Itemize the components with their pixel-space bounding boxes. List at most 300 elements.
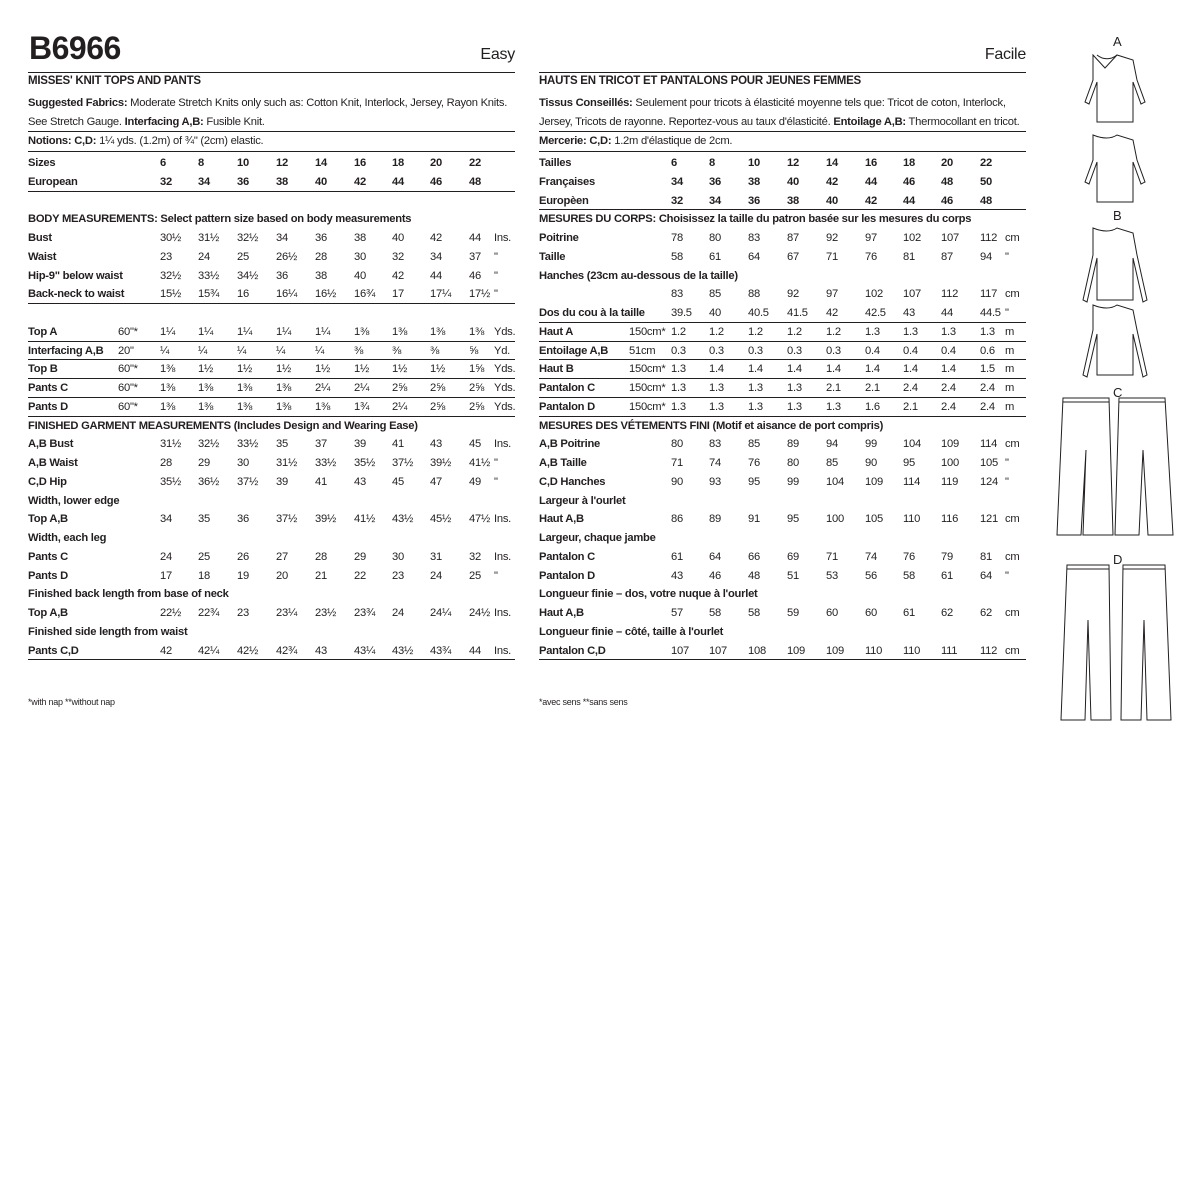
table-row	[539, 492, 1026, 511]
unit-label: "	[1005, 250, 1009, 263]
fabrics-label: Suggested Fabrics:	[28, 97, 128, 109]
size-value: 90	[865, 457, 877, 469]
row-label: Back-neck to waist	[28, 288, 125, 301]
pattern-number: B6966	[29, 30, 121, 66]
table-row	[28, 585, 515, 604]
view-letter-a: A	[1113, 34, 1122, 49]
size-value: 83	[709, 438, 721, 451]
size-value: 87	[787, 232, 799, 244]
size-value: 40	[392, 232, 404, 244]
size-value: 64	[748, 250, 760, 263]
notions	[28, 131, 515, 152]
size-value: 43¾	[430, 644, 452, 657]
size-value: 1½	[198, 363, 214, 376]
size-value: 10	[237, 157, 249, 169]
table-row	[28, 510, 515, 529]
size-value: 1.4	[903, 363, 918, 376]
table-row	[28, 192, 515, 211]
size-value: 35	[198, 513, 210, 526]
size-value: 94	[980, 250, 992, 263]
size-value: 83	[748, 232, 760, 244]
size-value: 1⅜	[160, 363, 176, 376]
pants-d-sketch	[1061, 565, 1171, 720]
size-value: 26½	[276, 250, 298, 263]
size-value: 1½	[354, 363, 370, 376]
size-value: ¼	[198, 344, 208, 357]
table-row	[28, 360, 515, 379]
size-value: 1⅜	[160, 400, 176, 413]
size-value: 76	[903, 550, 915, 563]
size-value: 1.3	[787, 382, 802, 394]
size-value: 44	[430, 269, 442, 282]
size-value: 110	[865, 644, 883, 657]
size-value: 23½	[315, 607, 337, 619]
size-value: 0.4	[903, 344, 918, 357]
unit-label: cm	[1005, 438, 1020, 451]
size-value: 23¼	[276, 607, 298, 619]
table-row	[539, 510, 1026, 529]
size-value: 14	[315, 157, 327, 169]
pants-c-sketch	[1057, 398, 1173, 535]
size-value: 48	[748, 569, 760, 582]
size-value: 39.5	[671, 307, 692, 319]
size-value: 27	[276, 550, 288, 563]
size-value: 102	[903, 232, 921, 244]
size-value: 1.4	[941, 363, 956, 376]
size-value: 61	[671, 550, 683, 563]
size-value: 48	[469, 175, 481, 188]
size-value: 71	[826, 550, 838, 563]
size-value: 0.4	[941, 344, 956, 357]
size-value: 48	[941, 175, 953, 188]
size-value: 24½	[469, 607, 491, 619]
size-value: 71	[671, 457, 683, 469]
size-value: 1⅜	[276, 382, 292, 394]
fabric-width: 60"*	[118, 382, 138, 394]
interfacing-label: Entoilage A,B:	[833, 116, 906, 128]
size-value: 88	[748, 288, 760, 301]
size-value: 32	[160, 175, 172, 188]
size-value: 0.3	[709, 344, 724, 357]
size-value: 2.1	[865, 382, 880, 394]
size-value: 95	[787, 513, 799, 526]
size-value: 36	[709, 175, 721, 188]
size-value: 36	[315, 232, 327, 244]
size-value: 1.5	[980, 363, 995, 376]
size-value: 30	[392, 550, 404, 563]
row-label: Pants C	[28, 382, 68, 394]
size-value: 0.6	[980, 344, 995, 357]
notions-label: Mercerie: C,D:	[539, 135, 612, 147]
size-value: 32½	[160, 269, 182, 282]
size-value: 49	[469, 475, 481, 488]
size-value: 33½	[315, 457, 337, 469]
size-value: 22¾	[198, 607, 220, 619]
size-value: 97	[865, 232, 877, 244]
top-b-back-sketch	[1083, 305, 1147, 377]
size-value: 25	[237, 250, 249, 263]
size-value: 62	[941, 607, 953, 619]
size-value: 95	[748, 475, 760, 488]
size-value: 91	[748, 513, 760, 526]
table-row	[539, 360, 1026, 379]
unit-label: "	[1005, 307, 1009, 319]
row-label: Largeur à l'ourlet	[539, 494, 626, 507]
size-value: 1.4	[748, 363, 763, 376]
size-value: 0.3	[826, 344, 841, 357]
size-value: 105	[865, 513, 883, 526]
size-value: 38	[354, 232, 366, 244]
size-value: 66	[748, 550, 760, 563]
size-value: 116	[941, 513, 959, 526]
unit-label: "	[494, 475, 498, 488]
size-value: 22½	[160, 607, 182, 619]
size-value: 0.3	[671, 344, 686, 357]
row-label: Finished side length from waist	[28, 625, 188, 638]
table-row	[539, 642, 1026, 661]
size-value: 85	[748, 438, 760, 451]
table-row	[28, 548, 515, 567]
size-value: 1½	[276, 363, 292, 376]
size-value: 2⅝	[430, 400, 446, 413]
size-value: 42	[354, 175, 366, 188]
size-value: 42¼	[198, 644, 220, 657]
size-value: 39	[276, 475, 288, 488]
size-value: 1⅜	[198, 382, 214, 394]
size-value: 114	[903, 475, 921, 488]
size-value: 2.1	[903, 400, 918, 413]
size-value: 25	[469, 569, 481, 582]
size-value: 6	[671, 157, 677, 169]
table-row	[28, 398, 515, 417]
unit-label: m	[1005, 400, 1015, 413]
size-value: 1.2	[787, 325, 802, 338]
size-value: 83	[671, 288, 683, 301]
size-value: 109	[787, 644, 805, 657]
size-value: 1½	[237, 363, 253, 376]
unit-label: Ins.	[494, 550, 512, 563]
size-value: 1¾	[354, 400, 370, 413]
size-value: 47	[430, 475, 442, 488]
size-value: 2⅝	[469, 382, 485, 394]
fabrics-text: Seulement pour tricots à élasticité moyenne tels que: Tricot de coton, Interlock, Jersey, Tricots de rayonne. Reportez-vous au taux d'élasticité.	[539, 97, 1006, 128]
size-value: 59	[787, 607, 799, 619]
unit-label: Ins.	[494, 513, 512, 526]
size-value: 40.5	[748, 307, 769, 319]
section-heading	[28, 210, 515, 229]
measurement-table	[539, 154, 1026, 660]
size-value: 17¼	[430, 288, 452, 301]
row-label: Haut A,B	[539, 513, 584, 526]
size-value: 42	[826, 307, 838, 319]
size-value: 16	[354, 157, 366, 169]
size-value: 90	[671, 475, 683, 488]
table-row	[539, 529, 1026, 548]
row-label: Pantalon D	[539, 400, 595, 413]
row-label: Europèen	[539, 194, 589, 207]
size-value: 112	[980, 232, 998, 244]
size-value: 0.3	[748, 344, 763, 357]
size-value: 56	[865, 569, 877, 582]
size-value: 44	[469, 644, 481, 657]
table-row	[28, 248, 515, 267]
size-value: 1.3	[671, 363, 686, 376]
unit-label: m	[1005, 363, 1015, 376]
size-value: 87	[941, 250, 953, 263]
table-row	[28, 454, 515, 473]
size-value: 44	[941, 307, 953, 319]
table-row	[539, 285, 1026, 304]
size-value: 33½	[198, 269, 220, 282]
size-value: ¼	[237, 344, 247, 357]
notions-label: Notions: C,D:	[28, 135, 97, 147]
size-value: 81	[980, 550, 992, 563]
size-value: 31½	[198, 232, 220, 244]
row-label: Haut A,B	[539, 607, 584, 619]
unit-label: cm	[1005, 232, 1020, 244]
size-value: 80	[787, 457, 799, 469]
size-value: 2¼	[354, 382, 370, 394]
notions	[539, 131, 1026, 152]
table-row	[28, 379, 515, 398]
size-value: 40	[709, 307, 721, 319]
fabric-width: 150cm*	[629, 400, 666, 413]
row-label: Top A,B	[28, 607, 68, 619]
size-value: 92	[826, 232, 838, 244]
size-value: 40	[826, 194, 838, 207]
suggested-fabrics	[28, 94, 515, 132]
size-value: 40	[315, 175, 327, 188]
unit-label: Yds.	[494, 400, 516, 413]
technical-sketches	[1053, 30, 1183, 730]
row-label: MESURES DES VÉTEMENTS FINI (Motif et aisance de port compris)	[539, 419, 884, 432]
row-label: Taille	[539, 250, 566, 263]
row-label: A,B Poitrine	[539, 438, 601, 451]
size-value: 1.4	[787, 363, 802, 376]
size-value: 119	[941, 475, 959, 488]
row-label: Finished back length from base of neck	[28, 588, 229, 601]
footnote: *with nap **without nap	[28, 697, 115, 707]
row-label: Pantalon C,D	[539, 644, 606, 657]
size-value: 69	[787, 550, 799, 563]
difficulty-level: Easy	[480, 46, 515, 63]
row-label: FINISHED GARMENT MEASUREMENTS (Includes Design and Wearing Ease)	[28, 419, 418, 432]
size-value: 40	[354, 269, 366, 282]
size-value: 22	[469, 157, 481, 169]
size-value: 23	[392, 569, 404, 582]
size-value: 25	[198, 550, 210, 563]
row-label: Top B	[28, 363, 58, 376]
size-value: 1⅝	[469, 363, 485, 376]
size-value: 107	[941, 232, 959, 244]
size-value: 1⅜	[469, 325, 485, 338]
table-row	[28, 567, 515, 586]
size-value: 33½	[237, 438, 259, 451]
size-value: 1.3	[709, 400, 724, 413]
unit-label: cm	[1005, 607, 1020, 619]
row-label: BODY MEASUREMENTS: Select pattern size based on body measurements	[28, 213, 412, 226]
size-value: 37	[315, 438, 327, 451]
size-value: 43¼	[354, 644, 376, 657]
size-value: 37½	[276, 513, 298, 526]
row-label: Largeur, chaque jambe	[539, 532, 656, 544]
size-value: 30	[237, 457, 249, 469]
size-value: 117	[980, 288, 998, 301]
table-row	[28, 604, 515, 623]
size-value: 44.5	[980, 307, 1001, 319]
table-row	[539, 304, 1026, 323]
size-value: 24	[198, 250, 210, 263]
row-label: Pants C	[28, 550, 68, 563]
size-value: 16¾	[354, 288, 376, 301]
size-value: 79	[941, 550, 953, 563]
table-row	[28, 229, 515, 248]
size-value: 1.4	[826, 363, 841, 376]
fabric-width: 150cm*	[629, 363, 666, 376]
size-value: 29	[198, 457, 210, 469]
size-value: 1.3	[748, 400, 763, 413]
size-value: 44	[865, 175, 877, 188]
size-value: 92	[787, 288, 799, 301]
size-value: 1.3	[980, 325, 995, 338]
size-value: 30	[354, 250, 366, 263]
size-value: 76	[865, 250, 877, 263]
size-value: 61	[941, 569, 953, 582]
size-value: 36	[748, 194, 760, 207]
size-value: 1⅜	[354, 325, 370, 338]
size-value: 102	[865, 288, 883, 301]
fabric-width: 60"*	[118, 325, 138, 338]
size-value: 38	[748, 175, 760, 188]
row-label: Pants C,D	[28, 644, 79, 657]
row-label: Pantalon C	[539, 550, 595, 563]
notions-text: 1.2m d'élastique de 2cm.	[611, 135, 733, 147]
table-row	[28, 435, 515, 454]
table-row	[539, 548, 1026, 567]
table-row	[539, 473, 1026, 492]
table-row	[539, 342, 1026, 361]
row-label: Top A	[28, 325, 58, 338]
size-value: 34	[276, 232, 288, 244]
row-label: Entoilage A,B	[539, 344, 609, 357]
size-value: 16¼	[276, 288, 298, 301]
size-value: 1½	[315, 363, 331, 376]
size-value: 30½	[160, 232, 182, 244]
table-row	[28, 323, 515, 342]
size-value: 41.5	[787, 307, 808, 319]
section-heading	[539, 417, 1026, 436]
size-value: 2⅝	[469, 400, 485, 413]
size-value: 64	[980, 569, 992, 582]
size-value: 42.5	[865, 307, 886, 319]
unit-label: Ins.	[494, 644, 512, 657]
size-value: 8	[198, 157, 204, 169]
unit-label: m	[1005, 325, 1015, 338]
size-value: 1⅜	[315, 400, 331, 413]
size-value: 43	[903, 307, 915, 319]
size-value: 1⅜	[430, 325, 446, 338]
size-value: 1⅜	[276, 400, 292, 413]
fabric-width: 150cm*	[629, 382, 666, 394]
unit-label: Ins.	[494, 438, 512, 451]
size-value: 1.3	[787, 400, 802, 413]
view-letter-c: C	[1113, 385, 1123, 400]
size-value: 46	[430, 175, 442, 188]
size-value: 1.3	[903, 325, 918, 338]
size-value: 8	[709, 157, 715, 169]
size-value: 39½	[315, 513, 337, 526]
size-value: 1.2	[826, 325, 841, 338]
row-label: MESURES DU CORPS: Choisissez la taille du patron basée sur les mesures du corps	[539, 213, 972, 226]
fabric-width: 150cm*	[629, 325, 666, 338]
size-value: 51	[787, 569, 799, 582]
size-value: 121	[980, 513, 998, 526]
size-value: 34½	[237, 269, 259, 282]
size-value: 2.4	[903, 382, 918, 394]
table-row	[539, 323, 1026, 342]
size-value: 124	[980, 475, 998, 488]
row-label: Hip-9" below waist	[28, 269, 123, 282]
row-label: European	[28, 175, 78, 188]
size-value: 1½	[430, 363, 446, 376]
size-value: 1.3	[826, 400, 841, 413]
size-value: 41	[315, 475, 327, 488]
size-value: 1.4	[709, 363, 724, 376]
size-value: 34	[198, 175, 210, 188]
view-letter-b: B	[1113, 208, 1122, 223]
size-value: 94	[826, 438, 838, 451]
size-value: 2⅝	[392, 382, 408, 394]
unit-label: Ins.	[494, 232, 512, 244]
interfacing-label: Interfacing A,B:	[124, 116, 204, 128]
size-value: 1½	[392, 363, 408, 376]
row-label: C,D Hip	[28, 475, 67, 488]
size-value: 1.3	[671, 382, 686, 394]
size-value: 46	[903, 175, 915, 188]
size-value: 31½	[160, 438, 182, 451]
size-value: 46	[469, 269, 481, 282]
row-label: Pants D	[28, 400, 68, 413]
size-value: 35½	[354, 457, 376, 469]
size-value: 23	[160, 250, 172, 263]
unit-label: m	[1005, 382, 1015, 394]
size-value: 74	[865, 550, 877, 563]
size-value: 24¼	[430, 607, 452, 619]
size-value: 34	[430, 250, 442, 263]
size-value: 32½	[237, 232, 259, 244]
row-label: Width, each leg	[28, 532, 107, 544]
size-value: 1⅜	[160, 382, 176, 394]
size-value: 108	[748, 644, 766, 657]
size-value: 1.2	[748, 325, 763, 338]
size-value: 1⅜	[392, 325, 408, 338]
size-value: 19	[237, 569, 249, 582]
size-value: 22	[980, 157, 992, 169]
notions-text: 1¼ yds. (1.2m) of ¾" (2cm) elastic.	[96, 135, 264, 147]
row-label: Waist	[28, 250, 57, 263]
table-row	[28, 492, 515, 511]
size-value: 81	[903, 250, 915, 263]
row-label: Bust	[28, 232, 52, 244]
size-value: 34	[671, 175, 683, 188]
unit-label: Ins.	[494, 607, 512, 619]
size-value: 1⅜	[198, 400, 214, 413]
top-b-front-sketch	[1083, 228, 1147, 302]
size-value: 62	[980, 607, 992, 619]
size-value: 46	[941, 194, 953, 207]
size-value: 1⅜	[237, 400, 253, 413]
row-label: A,B Waist	[28, 457, 78, 469]
